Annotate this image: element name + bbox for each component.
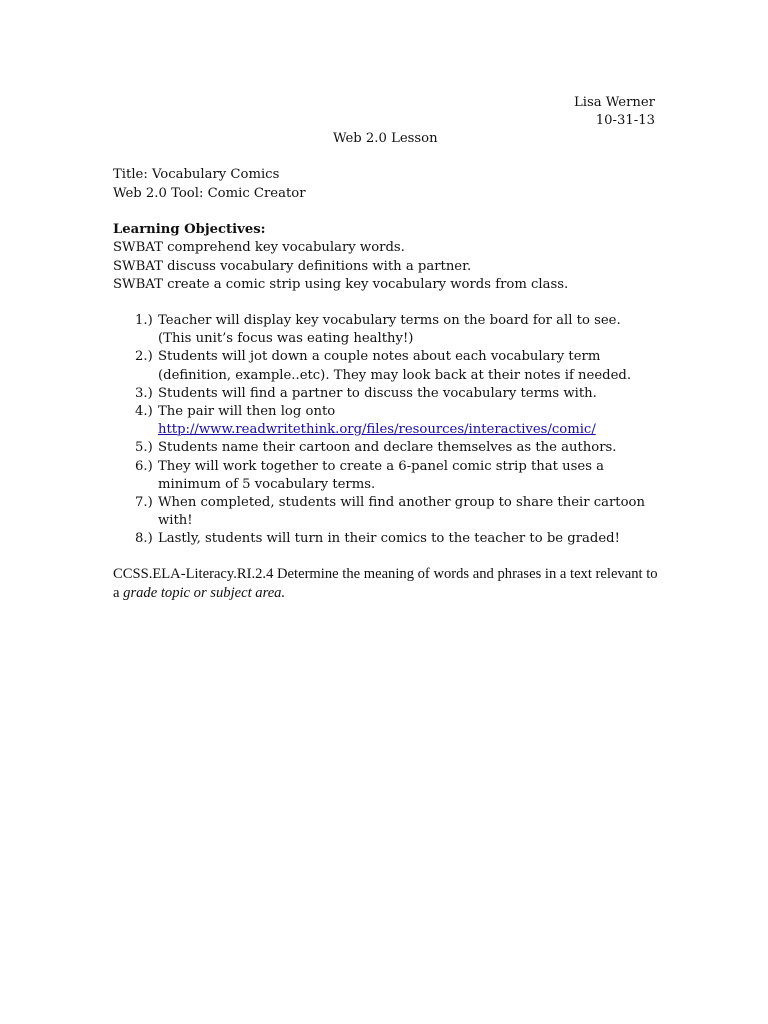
standard-italic-text: grade topic or subject area. <box>123 584 286 601</box>
procedure-step <box>113 530 658 548</box>
step-number: 1.) <box>135 313 153 328</box>
document-title: Web 2.0 Lesson <box>333 131 438 146</box>
standard-statement <box>113 565 658 602</box>
step-text: The pair will then log onto <box>158 404 336 420</box>
step-text: Students name their cartoon and declare themselves as the authors. <box>158 440 617 456</box>
step-number: 8.) <box>135 531 153 547</box>
web-tool-line: Web 2.0 Tool: Comic Creator <box>113 186 306 201</box>
step-number: 7.) <box>135 495 153 511</box>
procedure-step <box>113 403 658 439</box>
objective-item: SWBAT create a comic strip using key vocabulary words from class. <box>113 277 569 292</box>
step-text: Students will find a partner to discuss the vocabulary terms with. <box>158 385 597 401</box>
step-text: When completed, students will find another group to share their cartoon with! <box>158 495 645 529</box>
step-text: Students will jot down a couple notes about each vocabulary term (definition, example..etc). They may look back at their notes if needed. <box>158 349 632 383</box>
author-name: Lisa Werner <box>574 95 655 110</box>
procedure-list <box>113 312 658 549</box>
lesson-title: Title: Vocabulary Comics <box>113 167 280 182</box>
step-number: 5.) <box>135 440 153 456</box>
procedure-step <box>113 439 658 457</box>
step-number: 4.) <box>135 404 153 420</box>
step-number: 2.) <box>135 349 153 365</box>
procedure-step <box>113 348 658 384</box>
step-number: 6.) <box>135 458 153 474</box>
lesson-date: 10-31-13 <box>595 113 655 128</box>
procedure-step <box>113 494 658 530</box>
objective-item: SWBAT comprehend key vocabulary words. <box>113 240 405 255</box>
comic-creator-link[interactable]: http://www.readwritethink.org/files/resources/interactives/comic/ <box>158 422 596 438</box>
step-number: 3.) <box>135 385 153 401</box>
standard-text: CCSS.ELA-Literacy.RI.2.4 Determine the meaning of words and phrases in a text relevant to a <box>113 566 658 601</box>
procedure-step <box>113 458 658 494</box>
step-text: They will work together to create a 6-panel comic strip that uses a minimum of 5 vocabulary terms. <box>158 458 605 492</box>
objective-item: SWBAT discuss vocabulary definitions with a partner. <box>113 259 472 274</box>
step-text: Lastly, students will turn in their comics to the teacher to be graded! <box>158 531 620 547</box>
step-text: Teacher will display key vocabulary terms on the board for all to see. (This unit’s focus was eating healthy!) <box>158 313 621 347</box>
procedure-step <box>113 385 658 403</box>
objectives-heading: Learning Objectives: <box>113 222 266 237</box>
procedure-step <box>113 312 658 348</box>
